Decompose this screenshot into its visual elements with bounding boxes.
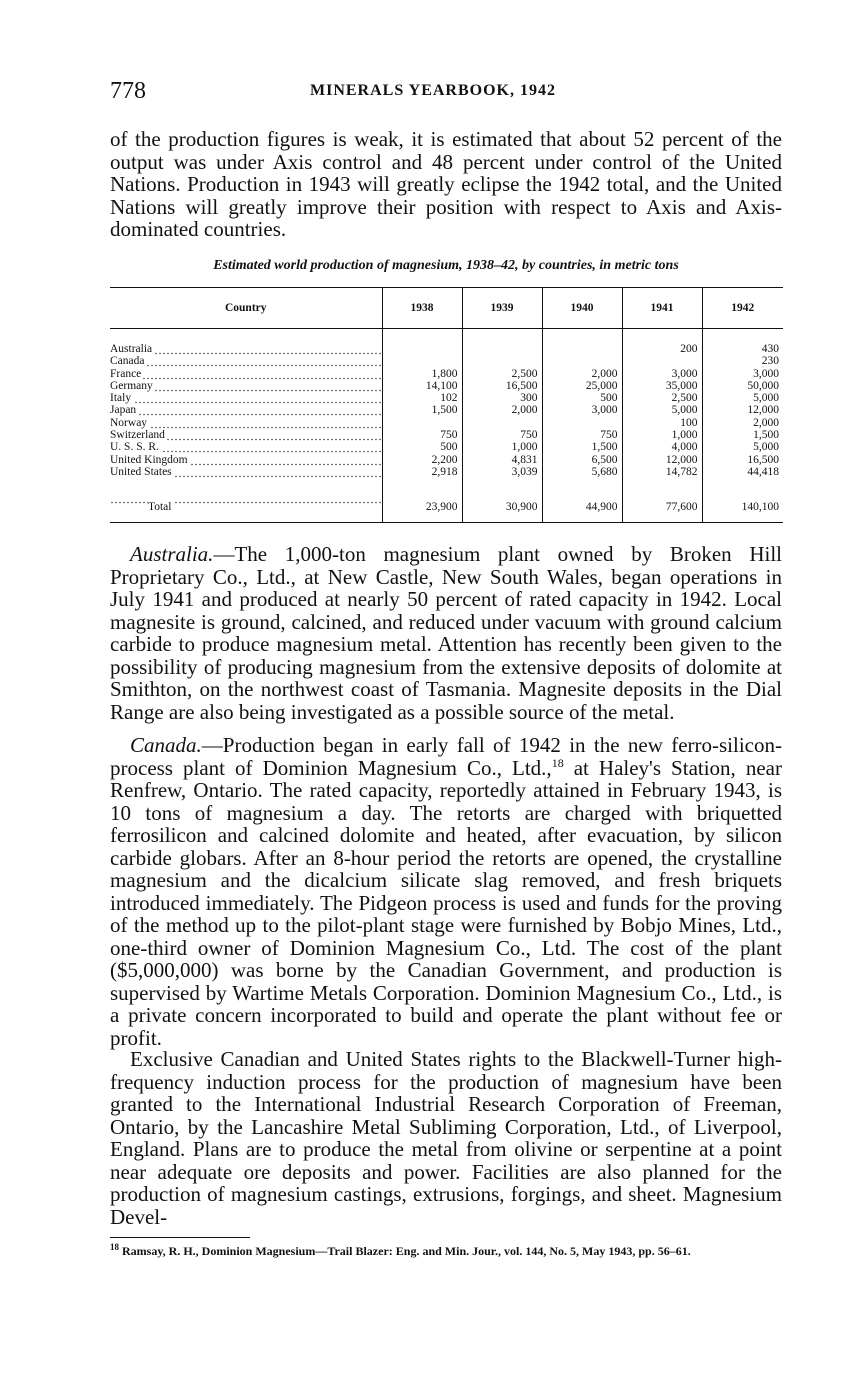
value-cell: 5,000 — [622, 404, 702, 416]
value-cell: 500 — [382, 441, 462, 453]
table-row — [110, 466, 783, 478]
value-cell: 3,000 — [622, 368, 702, 380]
value-cell: 1,000 — [462, 441, 542, 453]
total-value: 140,100 — [702, 492, 783, 523]
column-header: 1938 — [382, 288, 462, 329]
value-cell: 12,000 — [702, 404, 783, 416]
page-header — [110, 78, 782, 108]
table-row — [110, 343, 783, 355]
footnote-divider — [110, 1237, 250, 1238]
country-cell: Italy — [110, 392, 382, 404]
country-cell: U. S. S. R. — [110, 441, 382, 453]
country-cell: France — [110, 368, 382, 380]
value-cell: 3,000 — [542, 404, 622, 416]
value-cell: 5,000 — [702, 441, 783, 453]
exclusive-rights-paragraph: Exclusive Canadian and United States rights to the Blackwell-Turner high-frequency induction process for the production of magnesium have been granted to the International Industrial Research Corporation of Freeman, Ontario, by the Lancashire Metal Subliming Corporation, Ltd., of Liverpool, England. Plans are to produce the metal from olivine or serpentine at a point near adequate ore deposits and power. Facilities are also planned for the production of magnesium castings, extrusions, forgings, and sheet. Magnesium Devel- — [110, 1047, 782, 1229]
total-value: 30,900 — [462, 492, 542, 523]
value-cell: 35,000 — [622, 380, 702, 392]
value-cell — [462, 417, 542, 429]
value-cell — [382, 417, 462, 429]
value-cell: 16,500 — [462, 380, 542, 392]
column-header: 1941 — [622, 288, 702, 329]
table-row — [110, 368, 783, 380]
column-header: 1940 — [542, 288, 622, 329]
footnote-text: Ramsay, R. H., Dominion Magnesium—Trail Blazer: Eng. and Min. Jour., vol. 144, No. 5, May 1943, pp. 56–61. — [122, 1244, 691, 1258]
canada-heading: Canada. — [130, 733, 202, 757]
country-cell: Norway — [110, 417, 382, 429]
country-cell: United Kingdom — [110, 454, 382, 466]
value-cell: 100 — [622, 417, 702, 429]
value-cell: 2,500 — [462, 368, 542, 380]
value-cell: 3,000 — [702, 368, 783, 380]
table-row — [110, 404, 783, 416]
running-title: MINERALS YEARBOOK, 1942 — [310, 82, 556, 99]
value-cell: 14,100 — [382, 380, 462, 392]
value-cell: 2,000 — [702, 417, 783, 429]
total-value: 77,600 — [622, 492, 702, 523]
table-row — [110, 454, 783, 466]
value-cell: 102 — [382, 392, 462, 404]
country-cell: Germany — [110, 380, 382, 392]
country-cell: Switzerland — [110, 429, 382, 441]
canada-paragraph — [110, 734, 782, 1049]
column-header: Country — [110, 288, 382, 329]
value-cell: 2,000 — [462, 404, 542, 416]
country-cell: United States — [110, 466, 382, 478]
value-cell: 5,680 — [542, 466, 622, 478]
value-cell: 300 — [462, 392, 542, 404]
value-cell: 500 — [542, 392, 622, 404]
value-cell: 5,000 — [702, 392, 783, 404]
value-cell: 430 — [702, 343, 783, 355]
value-cell: 6,500 — [542, 454, 622, 466]
value-cell: 1,500 — [702, 429, 783, 441]
country-cell: Japan — [110, 404, 382, 416]
total-value: 44,900 — [542, 492, 622, 523]
value-cell: 44,418 — [702, 466, 783, 478]
value-cell: 4,000 — [622, 441, 702, 453]
table-caption: Estimated world production of magnesium, 1938–42, by countries, in metric tons — [213, 258, 679, 273]
value-cell: 12,000 — [622, 454, 702, 466]
footnote-reference: 18 — [551, 755, 564, 770]
table-row — [110, 380, 783, 392]
column-header: 1942 — [702, 288, 783, 329]
table-spacer-row — [110, 478, 783, 492]
value-cell: 14,782 — [622, 466, 702, 478]
value-cell — [382, 343, 462, 355]
value-cell — [382, 355, 462, 367]
production-table — [110, 287, 783, 523]
value-cell — [542, 417, 622, 429]
value-cell: 50,000 — [702, 380, 783, 392]
value-cell: 25,000 — [542, 380, 622, 392]
total-row — [110, 492, 783, 523]
value-cell — [462, 355, 542, 367]
total-value: 23,900 — [382, 492, 462, 523]
table-row — [110, 355, 783, 367]
value-cell: 230 — [702, 355, 783, 367]
intro-paragraph: of the production figures is weak, it is estimated that about 52 percent of the output was under Axis control and 48 percent under control of the United Nations. Production in 1943 will greatly eclipse the 1942 total, and the United Nations will greatly improve their position with respect to Axis and Axis-dominated countries. — [110, 127, 782, 241]
value-cell: 1,500 — [382, 404, 462, 416]
value-cell: 1,800 — [382, 368, 462, 380]
value-cell: 1,500 — [542, 441, 622, 453]
value-cell — [622, 355, 702, 367]
canada-text-part1: —Production began in early fall of 1942 in the new ferro-silicon-process plant of Dominion Magnesium Co., Ltd., — [110, 733, 782, 780]
value-cell: 1,000 — [622, 429, 702, 441]
table-header-row — [110, 288, 783, 329]
value-cell: 4,831 — [462, 454, 542, 466]
australia-paragraph — [110, 543, 782, 723]
value-cell — [462, 343, 542, 355]
country-cell: Australia — [110, 343, 382, 355]
australia-heading: Australia. — [130, 542, 214, 566]
table-row — [110, 441, 783, 453]
column-header: 1939 — [462, 288, 542, 329]
value-cell — [542, 343, 622, 355]
table-row — [110, 429, 783, 441]
canada-text-part2: at Haley's Station, near Renfrew, Ontario. The rated capacity, reportedly attained in February 1943, is 10 tons of magnesium a day. The retorts are charged with briquetted ferrosilicon and calcined dolomite and heated, after evacuation, by silicon carbide globars. After an 8-hour period the retorts are opened, the crystalline magnesium and the dicalcium silicate slag removed, and fresh briquets introduced immediately. The Pidgeon process is used and funds for the proving of the method up to the pilot-plant stage were furnished by Bobjo Mines, Ltd., one-third owner of Dominion Magnesium Co., Ltd. The cost of the plant ($5,000,000) was borne by the Canadian Government, and production is supervised by Wartime Metals Corporation. Dominion Magnesium Co., Ltd., is a private concern incorporated to build and operate the plant without fee or profit. — [110, 755, 782, 1050]
table-body — [110, 329, 783, 523]
country-cell: Canada — [110, 355, 382, 367]
footnote — [110, 1240, 782, 1258]
value-cell: 2,200 — [382, 454, 462, 466]
table-spacer-row — [110, 329, 783, 344]
value-cell: 2,500 — [622, 392, 702, 404]
value-cell: 200 — [622, 343, 702, 355]
value-cell: 2,000 — [542, 368, 622, 380]
australia-text: —The 1,000-ton magnesium plant owned by Broken Hill Proprietary Co., Ltd., at New Castle, New South Wales, began operations in July 1941 and produced at nearly 50 percent of rated capacity in 1942. Local magnesite is ground, calcined, and reduced under vacuum with ground calcium carbide to produce magnesium metal. Attention has recently been given to the possibility of producing magnesium from the extensive deposits of dolomite at Smithton, on the northwest coast of Tasmania. Magnesite deposits in the Dial Range are also being investigated as a possible source of the metal. — [110, 542, 782, 724]
table-row — [110, 392, 783, 404]
value-cell: 3,039 — [462, 466, 542, 478]
value-cell: 750 — [382, 429, 462, 441]
value-cell: 750 — [542, 429, 622, 441]
total-label: Total — [110, 492, 382, 523]
page-number: 778 — [110, 78, 146, 104]
table-row — [110, 417, 783, 429]
value-cell: 2,918 — [382, 466, 462, 478]
value-cell: 16,500 — [702, 454, 783, 466]
value-cell — [542, 355, 622, 367]
footnote-number: 18 — [110, 1242, 119, 1252]
value-cell: 750 — [462, 429, 542, 441]
